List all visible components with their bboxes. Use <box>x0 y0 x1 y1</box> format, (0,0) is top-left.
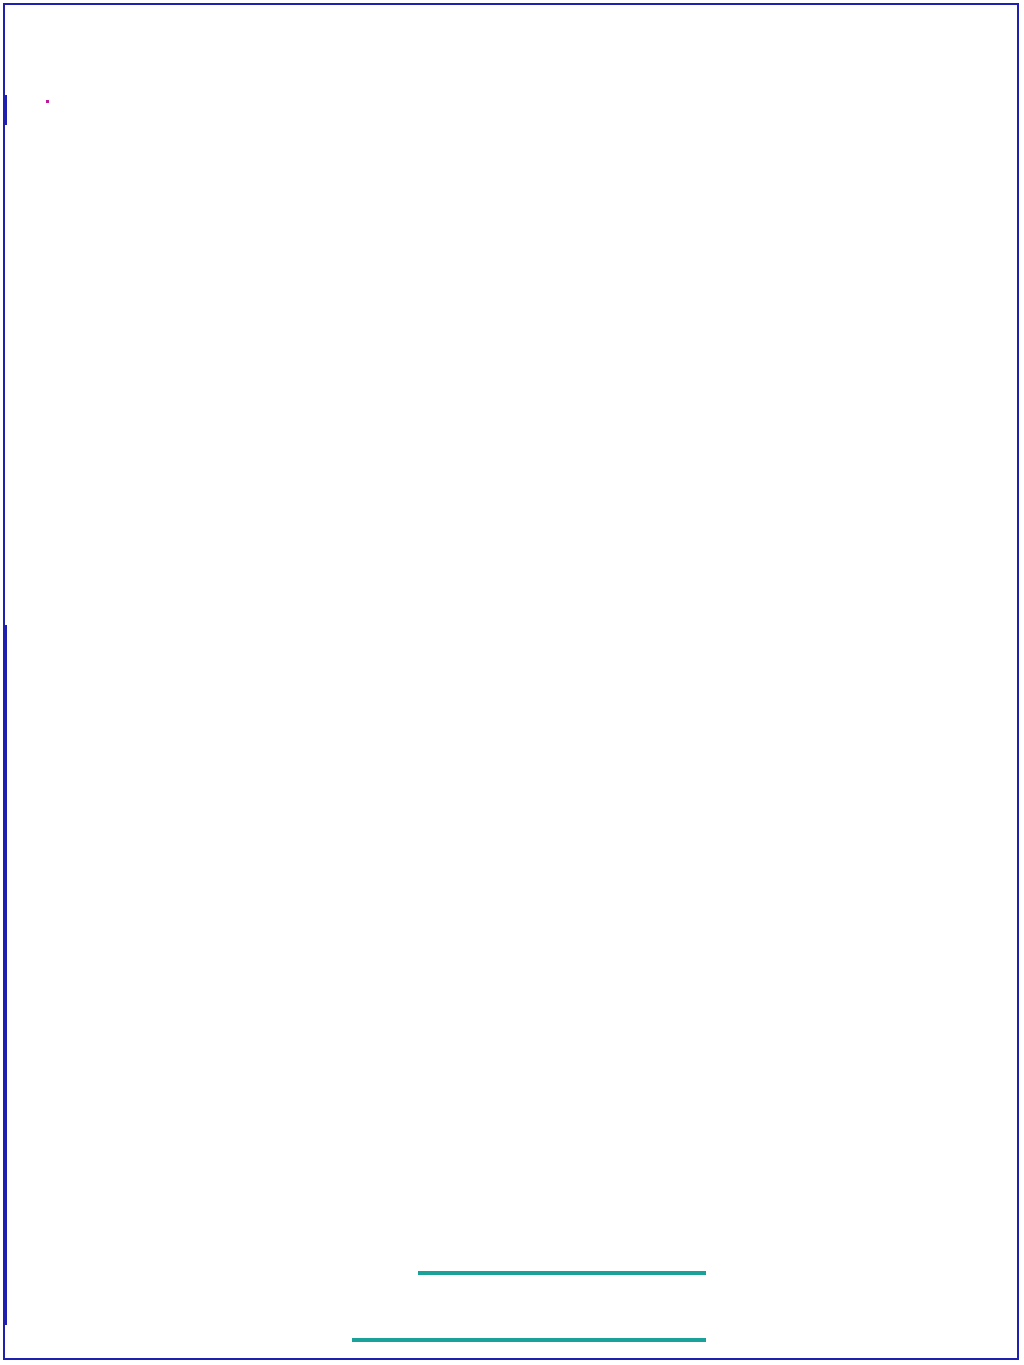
figure-3 <box>0 730 420 1200</box>
figure-2 <box>0 0 1024 640</box>
footer-rule-top <box>418 1271 706 1275</box>
footer-rule-bottom <box>352 1338 706 1342</box>
